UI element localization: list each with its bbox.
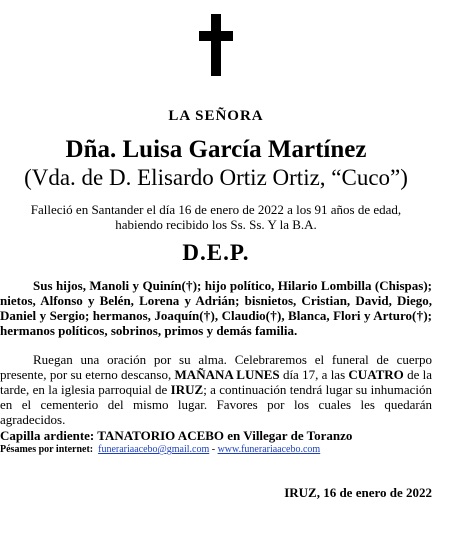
link-separator: -	[209, 444, 218, 455]
funeral-text-1: Ruegan una oración por su alma. Celebraremos el funeral de cuerpo presente, por su eterno descanso,	[0, 352, 432, 382]
honorific-title: LA SEÑORA	[168, 108, 264, 124]
website-link[interactable]: www.funerariaacebo.com	[217, 444, 321, 455]
funeral-place: IRUZ	[170, 382, 204, 397]
cross-horizontal-bar	[199, 31, 233, 41]
condolences-line	[0, 444, 320, 455]
footer-date: IRUZ, 16 de enero de 2022	[284, 485, 432, 500]
death-notice	[0, 202, 432, 232]
funeral-paragraph	[0, 352, 432, 427]
family-paragraph: Sus hijos, Manoli y Quinín(†); hijo político, Hilario Lombilla (Chispas); nietos, Alfonso y Belén, Lorena y Adrián; bisnietos, Cristian, David, Diego, Daniel y Sergio; hermanos, Joaquín(†), Claudio(†), Blanca, Flori y Arturo(†); hermanos políticos, sobrinos, primos y demás familia.	[0, 278, 432, 338]
funeral-text-2: día 17, a las	[279, 367, 349, 382]
funeral-day: MAÑANA LUNES	[174, 367, 280, 382]
deceased-name: Dña. Luisa García Martínez	[65, 136, 367, 163]
death-notice-line-1: Falleció en Santander el día 16 de enero de 2022 a los 91 años de edad,	[30, 202, 402, 217]
funeral-hour: CUATRO	[348, 367, 404, 382]
death-notice-line-2: habiendo recibido los Ss. Ss. Y la B.A.	[115, 217, 317, 232]
funeral-text-4: ; a continuación tendrá lugar su inhumación en el cementerio del mismo lugar. Favores por los cuales les quedarán agradecidos.	[0, 382, 432, 427]
capilla-ardiente: Capilla ardiente: TANATORIO ACEBO en Villegar de Toranzo	[0, 428, 353, 443]
cross-vertical-bar	[211, 14, 221, 76]
condolences-label: Pésames por internet:	[0, 444, 94, 455]
funeral-text-3: de la tarde, en la iglesia parroquial de	[0, 367, 433, 397]
widow-of-line: (Vda. de D. Elisardo Ortiz Ortiz, “Cuco”)	[24, 165, 408, 190]
dep-heading: D.E.P.	[182, 240, 250, 265]
latin-cross-icon	[199, 14, 233, 76]
email-link[interactable]: funerariaacebo@gmail.com	[98, 444, 210, 455]
